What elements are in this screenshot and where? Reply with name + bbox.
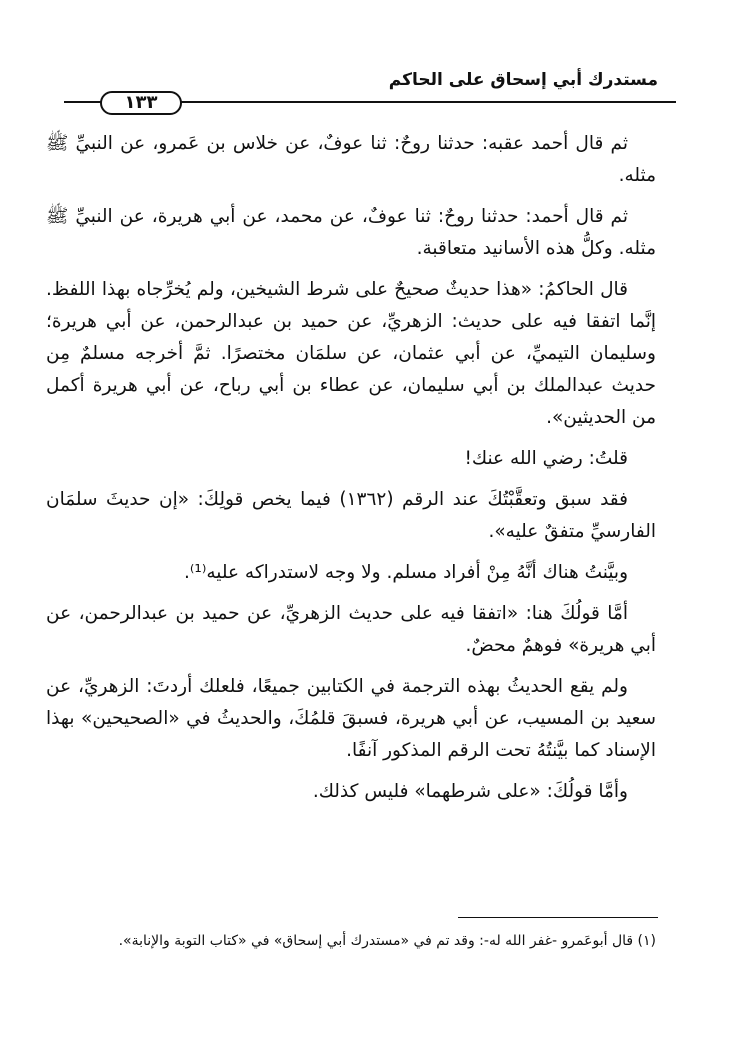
paragraph: فقد سبق وتعقَّبْتُكَ عند الرقم (١٣٦٢) فيما يخص قولِكَ: «إن حديثَ سلمَان الفارسيِّ متفقٌ عليه». [46,489,656,542]
paragraph: ولم يقع الحديثُ بهذه الترجمة في الكتابين جميعًا، فلعلك أردتَ: الزهريِّ، عن سعيد بن المسيب، عن أبي هريرة، فسبقَ قلمُكَ، والحديثُ في «الصحيحين» بهذا الإسناد كما بيَّنتُهُ تحت الرقم المذكور آنفًا. [46,676,656,761]
paragraph: ثم قال أحمد عقبه: حدثنا روحٌ: ثنا عوفٌ، عن خلاس بن عَمرو، عن النبيِّ ﷺ مثله. [46,133,656,186]
footnote: (١) قال أبوعَمرو -غفر الله له-: وقد تم في «مستدرك أبي إسحاق» في «كتاب التوبة والإنابة». [118,933,656,949]
paragraph: قلتُ: رضي الله عنك! [464,448,628,469]
paragraph: ثم قال أحمد: حدثنا روحٌ: ثنا عوفٌ، عن محمد، عن أبي هريرة، عن النبيِّ ﷺ مثله. وكلُّ هذه الأسانيد متعاقبة. [46,206,656,259]
page-number: ١٣٣ [124,92,158,113]
paragraph: وبيَّنتُ هناك أنَّهُ مِنْ أفراد مسلم. ولا وجه لاستدراكه عليه⁽¹⁾. [183,562,628,583]
footnote-rule [458,917,658,918]
paragraph: أمَّا قولُكَ هنا: «اتفقا فيه على حديث الزهريِّ، عن حميد بن عبدالرحمن، عن أبي هريرة» فوهمٌ محضٌ. [46,603,656,656]
page-number-frame [100,91,182,115]
body-text [46,128,656,817]
running-title: مستدرك أبي إسحاق على الحاكم [388,70,658,90]
paragraph: قال الحاكمُ: «هذا حديثٌ صحيحٌ على شرط الشيخين، ولم يُخرِّجاه بهذا اللفظ. إنَّما اتفقا فيه على حديث: الزهريِّ، عن حميد بن عبدالرحمن، عن أبي هريرة؛ وسليمان التيميِّ، عن أبي عثمان، عن سلمَان مختصرًا. ثمَّ أخرجه مسلمٌ مِن حديث عبدالملك بن أبي سليمان، عن عطاء بن أبي رباح، عن أبي هريرة أكمل من الحديثين». [46,279,656,428]
paragraph: وأمَّا قولُكَ: «على شرطهما» فليس كذلك. [312,781,628,802]
